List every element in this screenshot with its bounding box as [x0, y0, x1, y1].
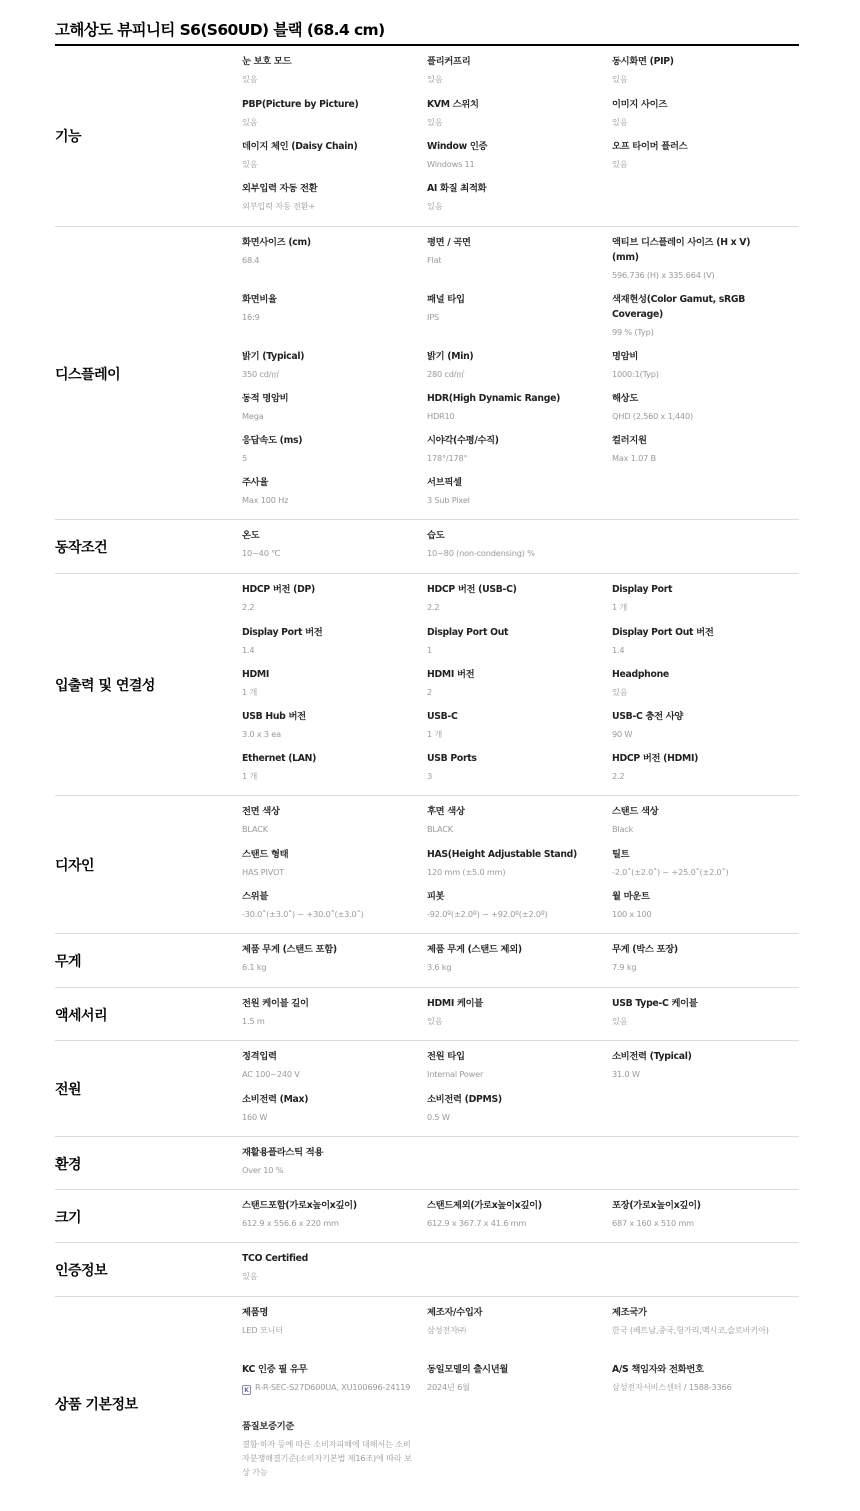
spec-value: Black	[612, 824, 634, 834]
spec-value: 있음	[427, 74, 443, 84]
section-title: 액세서리	[55, 1007, 108, 1024]
spec-label: 소비전력 (Max)	[242, 1094, 309, 1105]
spec-value: AC 100~240 V	[242, 1069, 300, 1079]
spec-item	[612, 433, 772, 465]
spec-value: 2.2	[242, 602, 255, 612]
spec-value: -30.0˚(±3.0˚) ~ +30.0˚(±3.0˚)	[242, 909, 364, 919]
section-title: 동작조건	[55, 540, 108, 556]
spec-item	[427, 97, 597, 129]
spec-value: 있음	[242, 74, 258, 84]
spec-value: 삼성전자㈜	[427, 1325, 466, 1335]
spec-label: 외부입력 자동 전환	[242, 183, 318, 194]
section-title: 기능	[55, 129, 82, 145]
spec-item	[242, 889, 412, 921]
spec-label: HDCP 버전 (DP)	[242, 584, 315, 595]
spec-label: 서브픽셀	[427, 477, 462, 488]
spec-value: 1.4	[612, 645, 625, 655]
spec-item	[242, 751, 412, 783]
spec-item	[427, 582, 597, 614]
spec-label: 시야각(수평/수직)	[427, 435, 499, 446]
spec-item	[612, 625, 772, 657]
spec-label: Display Port	[612, 584, 673, 595]
spec-item	[612, 582, 772, 614]
spec-item	[427, 139, 597, 171]
spec-item	[612, 942, 772, 974]
spec-label: 후면 색상	[427, 806, 465, 817]
spec-label: USB Hub 버전	[242, 711, 306, 722]
spec-value: 외부입력 자동 전환+	[242, 201, 316, 211]
spec-item	[242, 1198, 412, 1230]
spec-item	[427, 235, 597, 267]
section-title: 인증정보	[55, 1263, 108, 1279]
spec-item	[427, 889, 597, 921]
section-title: 무게	[55, 954, 82, 970]
spec-value: 2024년 6월	[427, 1382, 470, 1392]
spec-label: 동일모델의 출시년월	[427, 1364, 509, 1375]
spec-item	[427, 751, 597, 783]
spec-item	[612, 1362, 772, 1394]
spec-item	[242, 391, 412, 423]
spec-value: 10~80 (non-condensing) %	[427, 548, 535, 558]
spec-label: 소비전력 (Typical)	[612, 1051, 692, 1062]
spec-item	[427, 996, 597, 1028]
spec-label: USB Type-C 케이블	[612, 998, 698, 1009]
spec-label: 화면사이즈 (cm)	[242, 237, 311, 248]
section-title: 입출력 및 연결성	[55, 678, 155, 694]
spec-label: 무게 (박스 포장)	[612, 944, 678, 955]
spec-label: 밝기 (Min)	[427, 351, 474, 362]
spec-value: 1.4	[242, 645, 255, 655]
spec-value: 10~40 ℃	[242, 548, 281, 558]
spec-value: BLACK	[242, 824, 268, 834]
spec-value: 90 W	[612, 729, 633, 739]
spec-value: 있음	[242, 117, 258, 127]
spec-item	[427, 625, 597, 657]
spec-item	[242, 181, 412, 213]
spec-label: 색재현성(Color Gamut, sRGB Coverage)	[612, 294, 746, 320]
spec-item	[427, 1198, 597, 1230]
spec-item	[242, 1305, 412, 1337]
spec-item	[242, 97, 412, 129]
spec-value: -2.0˚(±2.0˚) ~ +25.0˚(±2.0˚)	[612, 867, 729, 877]
spec-value: BLACK	[427, 824, 453, 834]
spec-item	[427, 292, 597, 324]
spec-label: 스탠드 형태	[242, 849, 289, 860]
kc-mark-icon: K	[242, 1385, 251, 1395]
spec-label: USB Ports	[427, 753, 477, 764]
spec-item	[242, 292, 412, 324]
spec-label: 동적 명암비	[242, 393, 289, 404]
spec-item	[427, 528, 597, 560]
spec-label: 소비전력 (DPMS)	[427, 1094, 502, 1105]
spec-value: 178°/178°	[427, 453, 468, 463]
spec-item	[612, 847, 772, 879]
spec-label: 데이지 체인 (Daisy Chain)	[242, 141, 358, 152]
spec-item	[427, 433, 597, 465]
spec-value: 1 개	[612, 602, 628, 612]
spec-item	[242, 847, 412, 879]
spec-label: 전원 케이블 길이	[242, 998, 309, 1009]
spec-value: Windows 11	[427, 159, 475, 169]
spec-value: 5	[242, 453, 248, 463]
spec-label: 해상도	[612, 393, 639, 404]
spec-item	[612, 97, 772, 129]
spec-value: 한국 (베트남,중국,헝가리,멕시코,슬로바키아)	[612, 1325, 769, 1335]
spec-label: 틸트	[612, 849, 630, 860]
spec-label: 재활용플라스틱 적용	[242, 1147, 324, 1158]
spec-value: 있음	[427, 201, 443, 211]
spec-value: 612.9 x 556.6 x 220 mm	[242, 1218, 339, 1228]
spec-label: HDMI 케이블	[427, 998, 483, 1009]
spec-item	[427, 804, 597, 836]
spec-item	[427, 1092, 597, 1124]
spec-label: 정격입력	[242, 1051, 277, 1062]
spec-label: 스탠드 색상	[612, 806, 659, 817]
spec-value: 있음	[427, 117, 443, 127]
spec-label: Headphone	[612, 669, 669, 680]
spec-item	[242, 528, 412, 560]
spec-value: -92.0º(±2.0º) ~ +92.0º(±2.0º)	[427, 909, 548, 919]
spec-label: 습도	[427, 530, 445, 541]
spec-item	[242, 235, 412, 267]
spec-value: Max 100 Hz	[242, 495, 289, 505]
spec-value: 3 Sub Pixel	[427, 495, 470, 505]
spec-item	[612, 996, 772, 1028]
product-title: 고해상도 뷰피니티 S6(S60UD) 블랙 (68.4 cm)	[55, 21, 385, 39]
spec-item	[612, 804, 772, 836]
spec-section	[55, 1296, 799, 1511]
spec-label: 응답속도 (ms)	[242, 435, 303, 446]
spec-item	[242, 709, 412, 741]
spec-label: 품질보증기준	[242, 1421, 295, 1432]
spec-label: 주사율	[242, 477, 269, 488]
spec-label: 스위블	[242, 891, 269, 902]
spec-value-text: R-R-SEC-S27D600UA, XU100696-24119	[255, 1382, 411, 1392]
spec-item	[427, 54, 597, 86]
spec-item	[612, 391, 772, 423]
spec-value: 있음	[612, 159, 628, 169]
spec-item	[242, 54, 412, 86]
spec-label: HDCP 버전 (HDMI)	[612, 753, 699, 764]
spec-value	[242, 1380, 412, 1395]
spec-label: 피봇	[427, 891, 445, 902]
spec-label: 스탠드제외(가로x높이x깊이)	[427, 1200, 542, 1211]
spec-item	[612, 667, 772, 699]
spec-value: Mega	[242, 411, 264, 421]
spec-value: 있음	[612, 1016, 628, 1026]
spec-section	[55, 1189, 799, 1243]
spec-label: 제조자/수입자	[427, 1307, 483, 1318]
spec-value: LED 모니터	[242, 1325, 283, 1335]
spec-item	[427, 1305, 597, 1337]
spec-label: Display Port 버전	[242, 627, 323, 638]
spec-value: 있음	[242, 159, 258, 169]
spec-item	[427, 349, 597, 381]
spec-value: Flat	[427, 255, 442, 265]
spec-value: HAS PIVOT	[242, 867, 285, 877]
spec-item	[427, 942, 597, 974]
spec-section	[55, 1136, 799, 1190]
spec-label: 플리커프리	[427, 56, 471, 67]
spec-label: 명암비	[612, 351, 639, 362]
spec-item	[242, 667, 412, 699]
spec-section	[55, 573, 799, 796]
spec-item	[612, 1305, 772, 1337]
spec-label: 컬러지원	[612, 435, 647, 446]
spec-item	[427, 667, 597, 699]
spec-label: 밝기 (Typical)	[242, 351, 305, 362]
spec-item	[427, 1362, 597, 1394]
spec-label: 패널 타입	[427, 294, 465, 305]
spec-section	[55, 1242, 799, 1297]
spec-item	[242, 582, 412, 614]
spec-value: 100 x 100	[612, 909, 652, 919]
spec-item	[612, 1049, 772, 1081]
spec-item	[612, 1198, 772, 1230]
spec-item	[242, 1251, 412, 1283]
spec-value: 결함·하자 등에 따른 소비자피해에 대해서는 소비자분쟁해결기준(소비자기본법 제16조)에 따라 보상 가능	[242, 1439, 412, 1477]
section-title: 전원	[55, 1082, 82, 1098]
spec-item	[427, 391, 597, 423]
spec-item	[612, 235, 772, 282]
spec-section	[55, 987, 799, 1041]
spec-value: 596.736 (H) x 335.664 (V)	[612, 270, 715, 280]
spec-label: 제조국가	[612, 1307, 647, 1318]
spec-label: HAS(Height Adjustable Stand)	[427, 849, 577, 860]
spec-value: 있음	[242, 1271, 258, 1281]
spec-label: 제품 무게 (스탠드 제외)	[427, 944, 522, 955]
section-title: 크기	[55, 1209, 82, 1226]
spec-label: 포장(가로x높이x깊이)	[612, 1200, 701, 1211]
section-title: 환경	[55, 1156, 82, 1173]
spec-label: HDMI 버전	[427, 669, 475, 680]
spec-label: 화면비율	[242, 294, 277, 305]
spec-value: 31.0 W	[612, 1069, 640, 1079]
spec-value: 있음	[612, 687, 628, 697]
spec-label: Ethernet (LAN)	[242, 753, 317, 764]
spec-item	[242, 804, 412, 836]
section-title: 디스플레이	[55, 366, 121, 383]
spec-section	[55, 46, 799, 226]
spec-value: HDR10	[427, 411, 455, 421]
spec-item	[242, 1362, 412, 1395]
spec-item	[427, 847, 597, 879]
spec-value: 99 % (Typ)	[612, 327, 654, 337]
spec-value: 280 cd/㎡	[427, 369, 465, 379]
spec-item	[612, 889, 772, 921]
spec-value: 7.9 kg	[612, 962, 637, 972]
spec-value: 160 W	[242, 1112, 268, 1122]
spec-label: Display Port Out 버전	[612, 627, 714, 638]
spec-value: 3.0 x 3 ea	[242, 729, 281, 739]
spec-item	[612, 139, 772, 171]
spec-item	[242, 1092, 412, 1124]
spec-value: 120 mm (±5.0 mm)	[427, 867, 506, 877]
spec-item	[242, 1419, 412, 1479]
spec-label: TCO Certified	[242, 1253, 308, 1264]
section-title: 디자인	[55, 858, 95, 874]
spec-label: 스탠드포함(가로x높이x깊이)	[242, 1200, 357, 1211]
spec-label: HDMI	[242, 669, 270, 680]
spec-value: 16:9	[242, 312, 260, 322]
spec-label: 동시화면 (PIP)	[612, 56, 674, 67]
spec-value: 삼성전자서비스센터 / 1588-3366	[612, 1382, 732, 1392]
spec-label: PBP(Picture by Picture)	[242, 99, 359, 110]
spec-value: 350 cd/㎡	[242, 369, 280, 379]
spec-section	[55, 1040, 799, 1137]
spec-value: 687 x 160 x 510 mm	[612, 1218, 694, 1228]
spec-section	[55, 519, 799, 574]
spec-value: 1 개	[242, 687, 258, 697]
spec-value: 1	[427, 645, 433, 655]
spec-value: Over 10 %	[242, 1165, 284, 1175]
spec-item	[427, 709, 597, 741]
spec-label: HDCP 버전 (USB-C)	[427, 584, 517, 595]
spec-label: 전원 타입	[427, 1051, 465, 1062]
spec-item	[242, 1145, 412, 1177]
spec-item	[242, 942, 412, 974]
spec-value: 1 개	[242, 771, 258, 781]
spec-label: 제품 무게 (스탠드 포함)	[242, 944, 337, 955]
spec-label: HDR(High Dynamic Range)	[427, 393, 561, 404]
spec-value: 있음	[427, 1016, 443, 1026]
spec-value: IPS	[427, 312, 439, 322]
spec-item	[612, 709, 772, 741]
spec-label: KVM 스위치	[427, 99, 479, 110]
spec-label: 월 마운트	[612, 891, 650, 902]
spec-item	[242, 1049, 412, 1081]
spec-value: 1000:1(Typ)	[612, 369, 659, 379]
spec-value: 68.4	[242, 255, 260, 265]
spec-item	[242, 433, 412, 465]
spec-value: 6.1 kg	[242, 962, 267, 972]
spec-item	[427, 1049, 597, 1081]
spec-value: 있음	[612, 74, 628, 84]
spec-value: 2.2	[427, 602, 440, 612]
spec-section	[55, 795, 799, 934]
spec-value: 2	[427, 687, 433, 697]
spec-value: 3.6 kg	[427, 962, 452, 972]
spec-value: QHD (2,560 x 1,440)	[612, 411, 694, 421]
spec-value: 1 개	[427, 729, 443, 739]
spec-value: 1.5 m	[242, 1016, 265, 1026]
spec-value: Max 1.07 B	[612, 453, 656, 463]
spec-section	[55, 933, 799, 988]
spec-label: 제품명	[242, 1307, 269, 1318]
spec-value: 612.9 x 367.7 x 41.6 mm	[427, 1218, 527, 1228]
spec-label: USB-C	[427, 711, 458, 722]
spec-item	[612, 349, 772, 381]
spec-value: 2.2	[612, 771, 625, 781]
spec-item	[612, 292, 772, 339]
spec-section	[55, 226, 799, 520]
spec-label: USB-C 충전 사양	[612, 711, 684, 722]
spec-item	[612, 751, 772, 783]
spec-label: Display Port Out	[427, 627, 509, 638]
spec-label: AI 화질 최적화	[427, 183, 487, 194]
spec-label: 오프 타이머 플러스	[612, 141, 688, 152]
section-title: 상품 기본정보	[55, 1397, 138, 1413]
spec-item	[242, 996, 412, 1028]
spec-item	[242, 349, 412, 381]
spec-label: KC 인증 필 유무	[242, 1364, 308, 1375]
spec-value: Internal Power	[427, 1069, 484, 1079]
spec-item	[242, 625, 412, 657]
spec-item	[612, 54, 772, 86]
spec-label: Window 인증	[427, 141, 488, 152]
spec-label: 평면 / 곡면	[427, 237, 471, 248]
spec-label: 액티브 디스플레이 사이즈 (H x V) (mm)	[612, 237, 751, 263]
spec-label: A/S 책임자와 전화번호	[612, 1364, 704, 1375]
spec-label: 온도	[242, 530, 260, 541]
spec-label: 이미지 사이즈	[612, 99, 668, 110]
spec-value: 3	[427, 771, 433, 781]
spec-item	[427, 181, 597, 213]
spec-value: 있음	[612, 117, 628, 127]
spec-value: 0.5 W	[427, 1112, 450, 1122]
spec-item	[242, 139, 412, 171]
spec-item	[427, 475, 597, 507]
spec-item	[242, 475, 412, 507]
spec-label: 눈 보호 모드	[242, 56, 292, 67]
spec-label: 전면 색상	[242, 806, 280, 817]
